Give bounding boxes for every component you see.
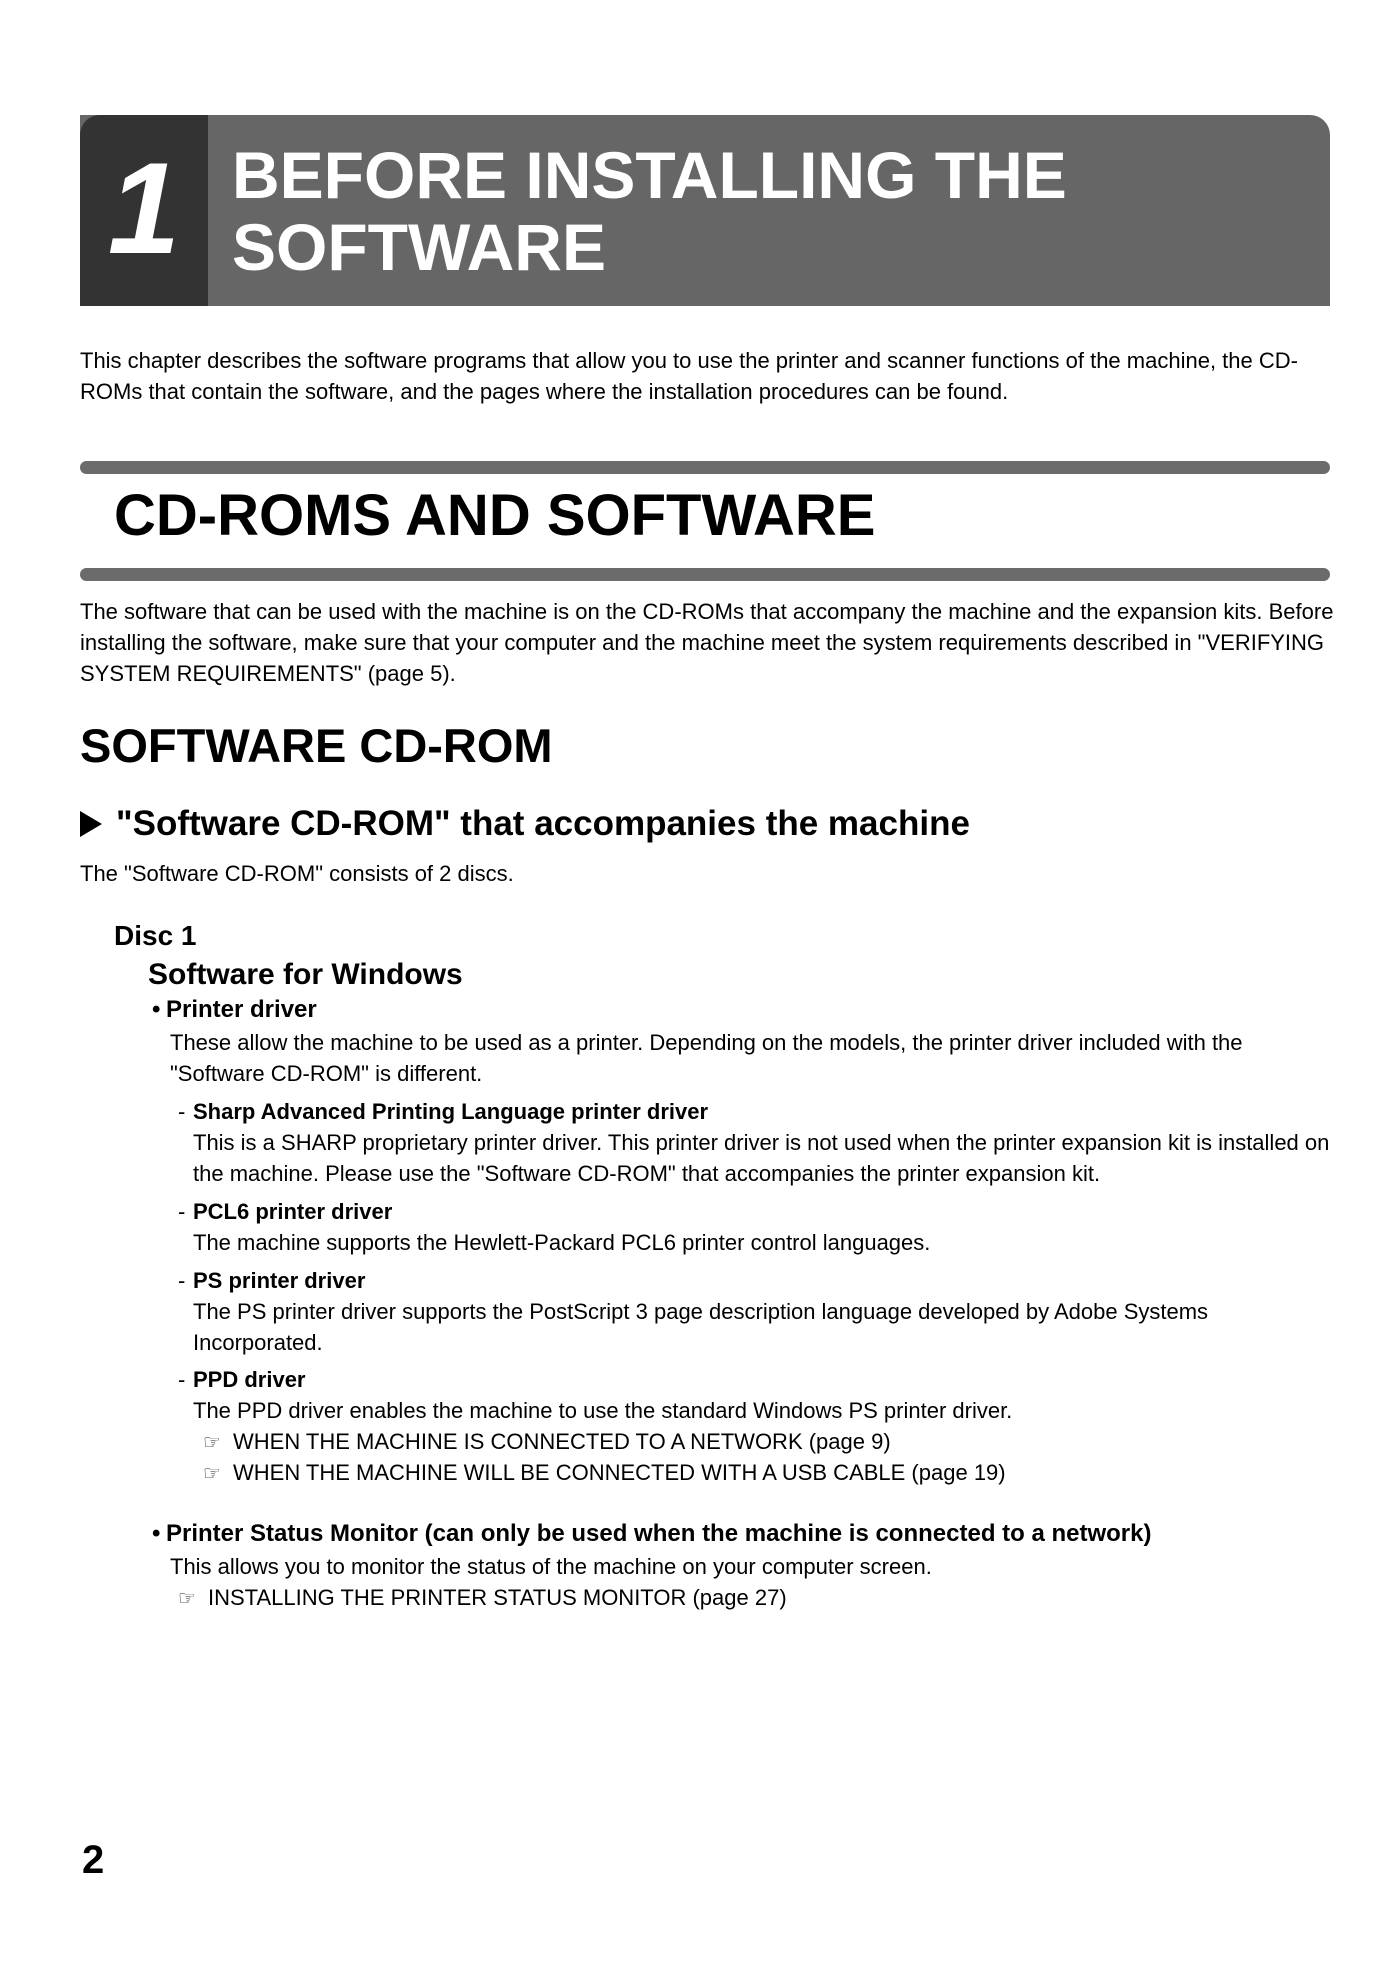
driver-item-desc: The machine supports the Hewlett-Packard PCL6 printer control languages.	[193, 1230, 931, 1255]
reference-link-text[interactable]: WHEN THE MACHINE IS CONNECTED TO A NETWORK (page 9)	[233, 1429, 891, 1454]
driver-item-sharp	[178, 1096, 708, 1127]
software-cd-title: SOFTWARE CD-ROM	[80, 719, 553, 772]
page-number: 2	[82, 1838, 105, 1882]
driver-item-desc: This is a SHARP proprietary printer driver. This printer driver is not used when the printer expansion kit is installed on the machine. Please use the "Software CD-ROM" that accompanies the printer expansion kit.	[193, 1130, 1330, 1186]
software-cd-heading-text: "Software CD-ROM" that accompanies the machine	[116, 804, 970, 843]
pointing-hand-icon: ☞	[203, 1432, 221, 1454]
driver-item-ppd	[178, 1364, 306, 1395]
chapter-banner	[80, 115, 1330, 306]
bullet-icon: •	[152, 1520, 161, 1547]
network-reference[interactable]	[203, 1426, 891, 1459]
triangle-arrow-icon	[80, 811, 102, 837]
software-cd-consists: The "Software CD-ROM" consists of 2 discs.	[80, 861, 514, 886]
printer-driver-heading	[152, 994, 317, 1026]
driver-item-name: PPD driver	[193, 1367, 306, 1392]
driver-item-desc: The PS printer driver supports the PostScript 3 page description language developed by Adobe Systems Incorporated.	[193, 1299, 1209, 1355]
pointing-hand-icon: ☞	[203, 1463, 221, 1485]
driver-item-name: Sharp Advanced Printing Language printer driver	[193, 1099, 709, 1124]
pointing-hand-icon: ☞	[178, 1588, 196, 1610]
windows-software-title: Software for Windows	[148, 958, 463, 991]
status-monitor-reference[interactable]	[178, 1582, 787, 1615]
dash-icon: -	[178, 1199, 186, 1224]
chapter-intro: This chapter describes the software programs that allow you to use the printer and scanner functions of the machine, the CD-ROMs that contain the software, and the pages where the installation procedures can be found.	[80, 348, 1298, 404]
dash-icon: -	[178, 1367, 186, 1392]
chapter-number-box	[80, 115, 208, 306]
dash-icon: -	[178, 1099, 186, 1124]
section-title: CD-ROMS AND SOFTWARE	[114, 483, 876, 548]
status-monitor-title: Printer Status Monitor (can only be used when the machine is connected to a network)	[166, 1520, 1152, 1547]
printer-driver-desc: These allow the machine to be used as a printer. Depending on the models, the printer driver included with the "Software CD-ROM" is different.	[170, 1030, 1243, 1086]
section-body: The software that can be used with the machine is on the CD-ROMs that accompany the machine and the expansion kits. Before installing the software, make sure that your computer and the machine meet the system requirements described in "VERIFYING SYSTEM REQUIREMENTS" (page 5).	[80, 599, 1334, 686]
dash-icon: -	[178, 1268, 186, 1293]
driver-item-name: PCL6 printer driver	[193, 1199, 393, 1224]
driver-item-ps	[178, 1265, 365, 1296]
reference-link-text[interactable]: INSTALLING THE PRINTER STATUS MONITOR (page 27)	[208, 1585, 787, 1610]
bullet-icon: •	[152, 996, 161, 1023]
printer-driver-title: Printer driver	[166, 996, 317, 1023]
chapter-title: BEFORE INSTALLING THE SOFTWARE	[232, 138, 1067, 284]
driver-item-pcl6	[178, 1196, 392, 1227]
disc-1-title: Disc 1	[114, 920, 197, 951]
section-bottom-rule	[80, 568, 1330, 581]
chapter-number: 1	[107, 135, 181, 281]
software-cd-heading	[80, 802, 970, 846]
usb-reference[interactable]	[203, 1457, 1006, 1490]
reference-link-text[interactable]: WHEN THE MACHINE WILL BE CONNECTED WITH A USB CABLE (page 19)	[233, 1460, 1006, 1485]
driver-item-name: PS printer driver	[193, 1268, 366, 1293]
section-top-rule	[80, 461, 1330, 474]
driver-item-desc: The PPD driver enables the machine to use the standard Windows PS printer driver.	[193, 1398, 1013, 1423]
status-monitor-desc: This allows you to monitor the status of the machine on your computer screen.	[170, 1554, 932, 1579]
status-monitor-heading	[152, 1518, 1152, 1550]
